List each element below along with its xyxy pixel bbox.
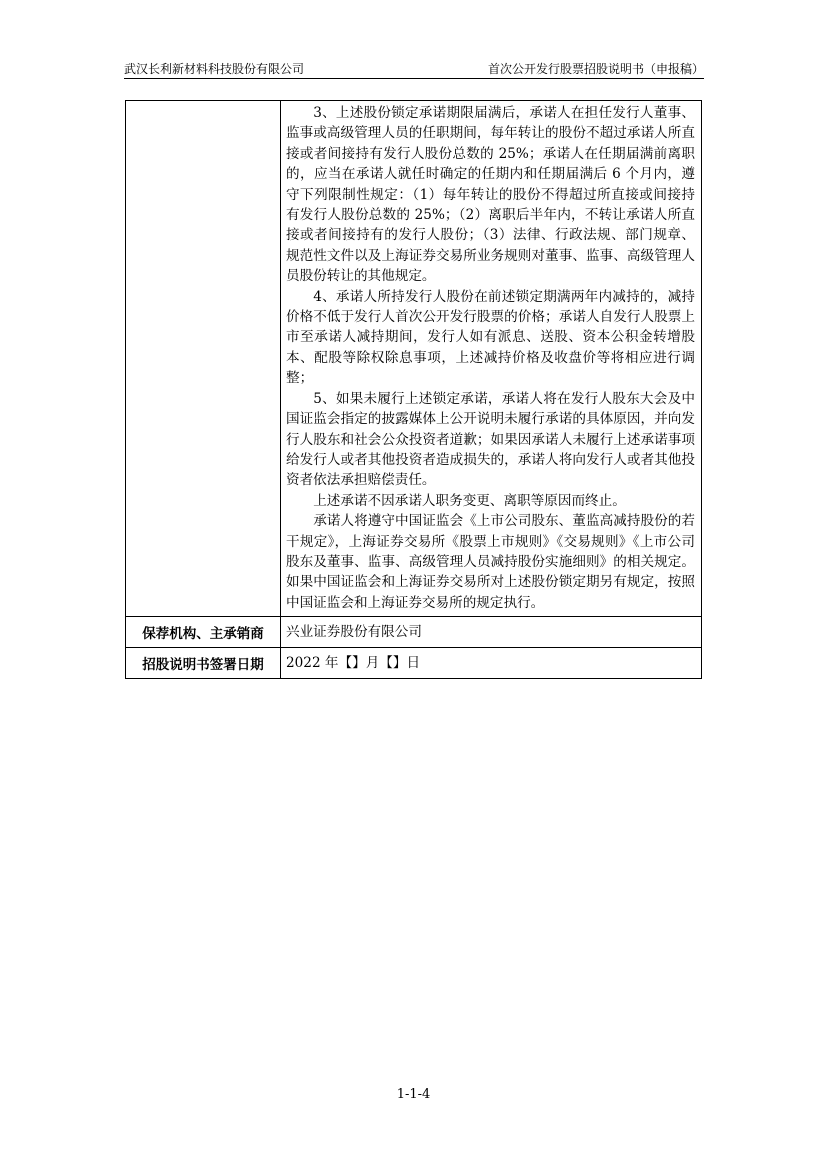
sponsor-value: 兴业证券股份有限公司 [281,617,702,648]
table-row-commitment [126,101,702,617]
prospectus-info-table [125,100,702,679]
header-company-name: 武汉长利新材料科技股份有限公司 [124,62,305,76]
signing-date-label: 招股说明书签署日期 [126,648,281,679]
table-row-signing-date [126,648,702,679]
page-header [124,58,704,78]
commitment-paragraph-termination: 上述承诺不因承诺人职务变更、离职等原因而终止。 [313,492,626,509]
commitment-paragraph-5: 5、如果未履行上述锁定承诺，承诺人将在发行人股东大会及中国证监会指定的披露媒体上公开说明未履行承诺的具体原因，并向发行人股东和社会公众投资者道歉；如果因承诺人未履行上述承诺事项给发行人或者其他投资者造成损失的，承诺人将向发行人或者其他投资者依法承担赔偿责任。 [286,390,695,489]
header-divider [124,78,704,79]
commitment-label-cell [126,101,281,617]
signing-date-value: 2022 年【】月【】日 [281,648,702,679]
header-document-title: 首次公开发行股票招股说明书（申报稿） [487,62,704,76]
commitment-paragraph-3: 3、上述股份锁定承诺期限届满后，承诺人在担任发行人董事、监事或高级管理人员的任职期间，每年转让的股份不超过承诺人所直接或者间接持有发行人股份总数的 25%；承诺人在任期届满前离职的，应当在承诺人就任时确定的任期内和任期届满后 6 个月内，遵守下列限制性规定：（1）每年转让的股份不得超过所直接或间接持有发行人股份总数的 25%；（2）离职后半年内，不转让承诺人所直接或者间接持有的发行人股份；（3）法律、行政法规、部门规章、规范性文件以及上海证券交易所业务规则对董事、监事、高级管理人员股份转让的其他规定。 [286,105,695,285]
page-number: 1-1-4 [396,1087,431,1102]
commitment-content-cell [281,101,702,617]
table-row-sponsor [126,617,702,648]
commitment-paragraph-4: 4、承诺人所持发行人股份在前述锁定期满两年内减持的，减持价格不低于发行人首次公开发行股票的价格；承诺人自发行人股票上市至承诺人减持期间，发行人如有派息、送股、资本公积金转增股本、配股等除权除息事项，上述减持价格及收盘价等将相应进行调整； [286,288,695,387]
sponsor-label: 保荐机构、主承销商 [126,617,281,648]
commitment-paragraph-regulations: 承诺人将遵守中国证监会《上市公司股东、董监高减持股份的若干规定》，上海证券交易所《股票上市规则》《交易规则》《上市公司股东及董事、监事、高级管理人员减持股份实施细则》的相关规定。如果中国证监会和上海证券交易所对上述股份锁定期另有规定，按照中国证监会和上海证券交易所的规定执行。 [286,513,695,611]
